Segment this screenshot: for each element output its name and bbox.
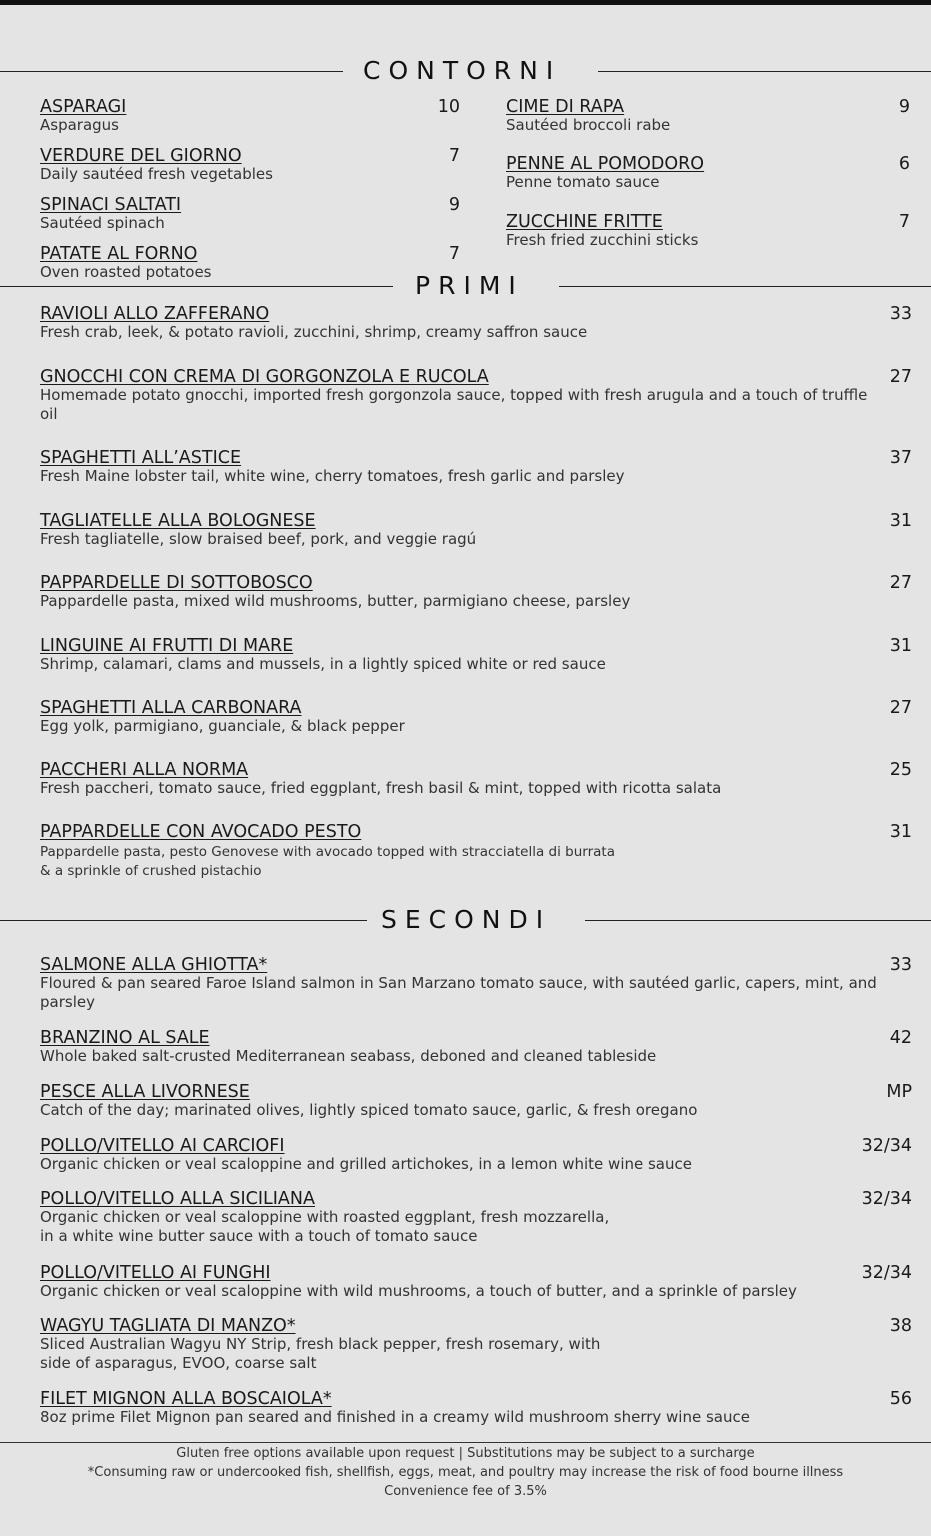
- item-name: POLLO/VITELLO AI FUNGHI: [40, 1263, 271, 1283]
- item-price: 27: [889, 573, 912, 593]
- item-description: Egg yolk, parmigiano, guanciale, & black pepper: [40, 717, 405, 735]
- item-description: Catch of the day; marinated olives, lightly spiced tomato sauce, garlic, & fresh oregano: [40, 1101, 698, 1119]
- item-description: Fresh fried zucchini sticks: [506, 231, 699, 249]
- item-description: Fresh Maine lobster tail, white wine, cherry tomatoes, fresh garlic and parsley: [40, 467, 625, 485]
- item-name: POLLO/VITELLO AI CARCIOFI: [40, 1136, 285, 1156]
- menu-item: [40, 697, 912, 741]
- item-price: 32/34: [861, 1263, 912, 1283]
- menu-item: [40, 366, 912, 428]
- item-price: 32/34: [861, 1189, 912, 1209]
- item-price: 42: [889, 1028, 912, 1048]
- item-description: Sautéed broccoli rabe: [506, 116, 671, 134]
- item-name: CIME DI RAPA: [506, 97, 625, 117]
- item-name: VERDURE DEL GIORNO: [40, 146, 242, 166]
- item-name: SALMONE ALLA GHIOTTA*: [40, 955, 268, 975]
- item-description: Organic chicken or veal scaloppine with wild mushrooms, a touch of butter, and a sprinkle of parsley: [40, 1282, 797, 1300]
- item-price: 25: [889, 760, 912, 780]
- item-price: 32/34: [861, 1136, 912, 1156]
- item-name: GNOCCHI CON CREMA DI GORGONZOLA E RUCOLA: [40, 367, 489, 387]
- item-description: Pappardelle pasta, mixed wild mushrooms, butter, parmigiano cheese, parsley: [40, 592, 631, 610]
- item-description: Organic chicken or veal scaloppine with roasted eggplant, fresh mozzarella, in a white wine butter sauce with a touch of tomato sauce: [40, 1208, 610, 1245]
- item-name: BRANZINO AL SALE: [40, 1028, 210, 1048]
- primi-header: [0, 271, 931, 301]
- divider-line: [0, 920, 367, 921]
- item-description: Pappardelle pasta, pesto Genovese with avocado topped with stracciatella di burrata & a sprinkle of crushed pistachio: [40, 844, 615, 879]
- item-description: Shrimp, calamari, clams and mussels, in a lightly spiced white or red sauce: [40, 655, 606, 673]
- item-price: 7: [448, 244, 460, 264]
- item-price: 33: [889, 304, 912, 324]
- menu-item: [40, 759, 912, 803]
- divider-line: [598, 71, 931, 72]
- footer-divider: [0, 1442, 931, 1443]
- secondi-header: [0, 905, 931, 935]
- item-description: Homemade potato gnocchi, imported fresh gorgonzola sauce, topped with fresh arugula and a touch of truffle oil: [40, 386, 868, 423]
- menu-item: [40, 194, 460, 236]
- item-description: Whole baked salt-crusted Mediterranean seabass, deboned and cleaned tableside: [40, 1047, 657, 1065]
- item-price: 31: [889, 822, 912, 842]
- menu-item: [40, 1262, 912, 1306]
- item-price: 37: [889, 448, 912, 468]
- item-description: Fresh crab, leek, & potato ravioli, zucchini, shrimp, creamy saffron sauce: [40, 323, 588, 341]
- section-title: CONTORNI: [363, 56, 562, 85]
- item-price: 38: [889, 1316, 912, 1336]
- menu-item: [40, 96, 460, 138]
- item-description: Daily sautéed fresh vegetables: [40, 165, 273, 183]
- divider-line: [559, 286, 931, 287]
- menu-item: [40, 1027, 912, 1071]
- item-name: FILET MIGNON ALLA BOSCAIOLA*: [40, 1389, 332, 1409]
- item-price: 56: [889, 1389, 912, 1409]
- item-price: MP: [886, 1082, 912, 1102]
- item-name: POLLO/VITELLO ALLA SICILIANA: [40, 1189, 315, 1209]
- item-description: Sautéed spinach: [40, 214, 165, 232]
- menu-item: [40, 954, 912, 1016]
- menu-item: [40, 510, 912, 554]
- item-description: Organic chicken or veal scaloppine and grilled artichokes, in a lemon white wine sauce: [40, 1155, 692, 1173]
- item-price: 9: [448, 195, 460, 215]
- item-name: PENNE AL POMODORO: [506, 154, 705, 174]
- item-name: WAGYU TAGLIATA DI MANZO*: [40, 1316, 296, 1336]
- item-name: ZUCCHINE FRITTE: [506, 212, 663, 232]
- footer-fee-note: Convenience fee of 3.5%: [384, 1484, 547, 1499]
- menu-item: [506, 96, 910, 138]
- item-name: SPINACI SALTATI: [40, 195, 182, 215]
- menu-item: [40, 1388, 912, 1432]
- menu-item: [40, 572, 912, 616]
- menu-item: [40, 303, 912, 347]
- item-description: Asparagus: [40, 116, 119, 134]
- item-description: Oven roasted potatoes: [40, 263, 212, 281]
- item-name: PAPPARDELLE DI SOTTOBOSCO: [40, 573, 313, 593]
- menu-item: [40, 635, 912, 679]
- item-description: Floured & pan seared Faroe Island salmon in San Marzano tomato sauce, with sautéed garlic, capers, mint, and parsley: [40, 974, 877, 1011]
- item-price: 31: [889, 636, 912, 656]
- item-description: 8oz prime Filet Mignon pan seared and finished in a creamy wild mushroom sherry wine sauce: [40, 1408, 750, 1426]
- divider-line: [585, 920, 931, 921]
- item-price: 6: [898, 154, 910, 174]
- menu-item: [40, 1315, 912, 1377]
- menu-item: [40, 1135, 912, 1179]
- item-price: 33: [889, 955, 912, 975]
- item-price: 7: [898, 212, 910, 232]
- item-name: ASPARAGI: [40, 97, 127, 117]
- item-price: 9: [898, 97, 910, 117]
- item-name: PATATE AL FORNO: [40, 244, 198, 264]
- item-price: 27: [889, 698, 912, 718]
- item-description: Penne tomato sauce: [506, 173, 660, 191]
- menu-item: [40, 1188, 912, 1250]
- divider-line: [0, 71, 343, 72]
- divider-line: [0, 286, 393, 287]
- menu-item: [40, 821, 912, 883]
- item-name: SPAGHETTI ALLA CARBONARA: [40, 698, 302, 718]
- item-description: Sliced Australian Wagyu NY Strip, fresh black pepper, fresh rosemary, with side of asparagus, EVOO, coarse salt: [40, 1335, 601, 1372]
- footer-note: Gluten free options available upon request | Substitutions may be subject to a surcharge: [176, 1446, 755, 1461]
- item-price: 10: [437, 97, 460, 117]
- item-name: PESCE ALLA LIVORNESE: [40, 1082, 250, 1102]
- top-border: [0, 0, 931, 5]
- item-description: Fresh tagliatelle, slow braised beef, pork, and veggie ragú: [40, 530, 477, 548]
- item-name: RAVIOLI ALLO ZAFFERANO: [40, 304, 270, 324]
- footer-disclaimer: *Consuming raw or undercooked fish, shellfish, eggs, meat, and poultry may increase the risk of food bourne illness: [87, 1465, 844, 1480]
- section-title: SECONDI: [381, 905, 552, 934]
- section-title: PRIMI: [415, 271, 524, 300]
- item-price: 27: [889, 367, 912, 387]
- menu-item: [40, 145, 460, 187]
- item-name: SPAGHETTI ALL’ASTICE: [40, 448, 242, 468]
- item-name: PAPPARDELLE CON AVOCADO PESTO: [40, 822, 362, 842]
- menu-item: [506, 153, 910, 195]
- item-name: TAGLIATELLE ALLA BOLOGNESE: [40, 511, 316, 531]
- item-name: LINGUINE AI FRUTTI DI MARE: [40, 636, 294, 656]
- menu-item: [40, 1081, 912, 1125]
- contorni-header: [0, 56, 931, 86]
- item-name: PACCHERI ALLA NORMA: [40, 760, 249, 780]
- item-price: 31: [889, 511, 912, 531]
- menu-item: [506, 211, 910, 253]
- item-description: Fresh paccheri, tomato sauce, fried eggplant, fresh basil & mint, topped with ricotta salata: [40, 779, 722, 797]
- menu-item: [40, 447, 912, 491]
- item-price: 7: [448, 146, 460, 166]
